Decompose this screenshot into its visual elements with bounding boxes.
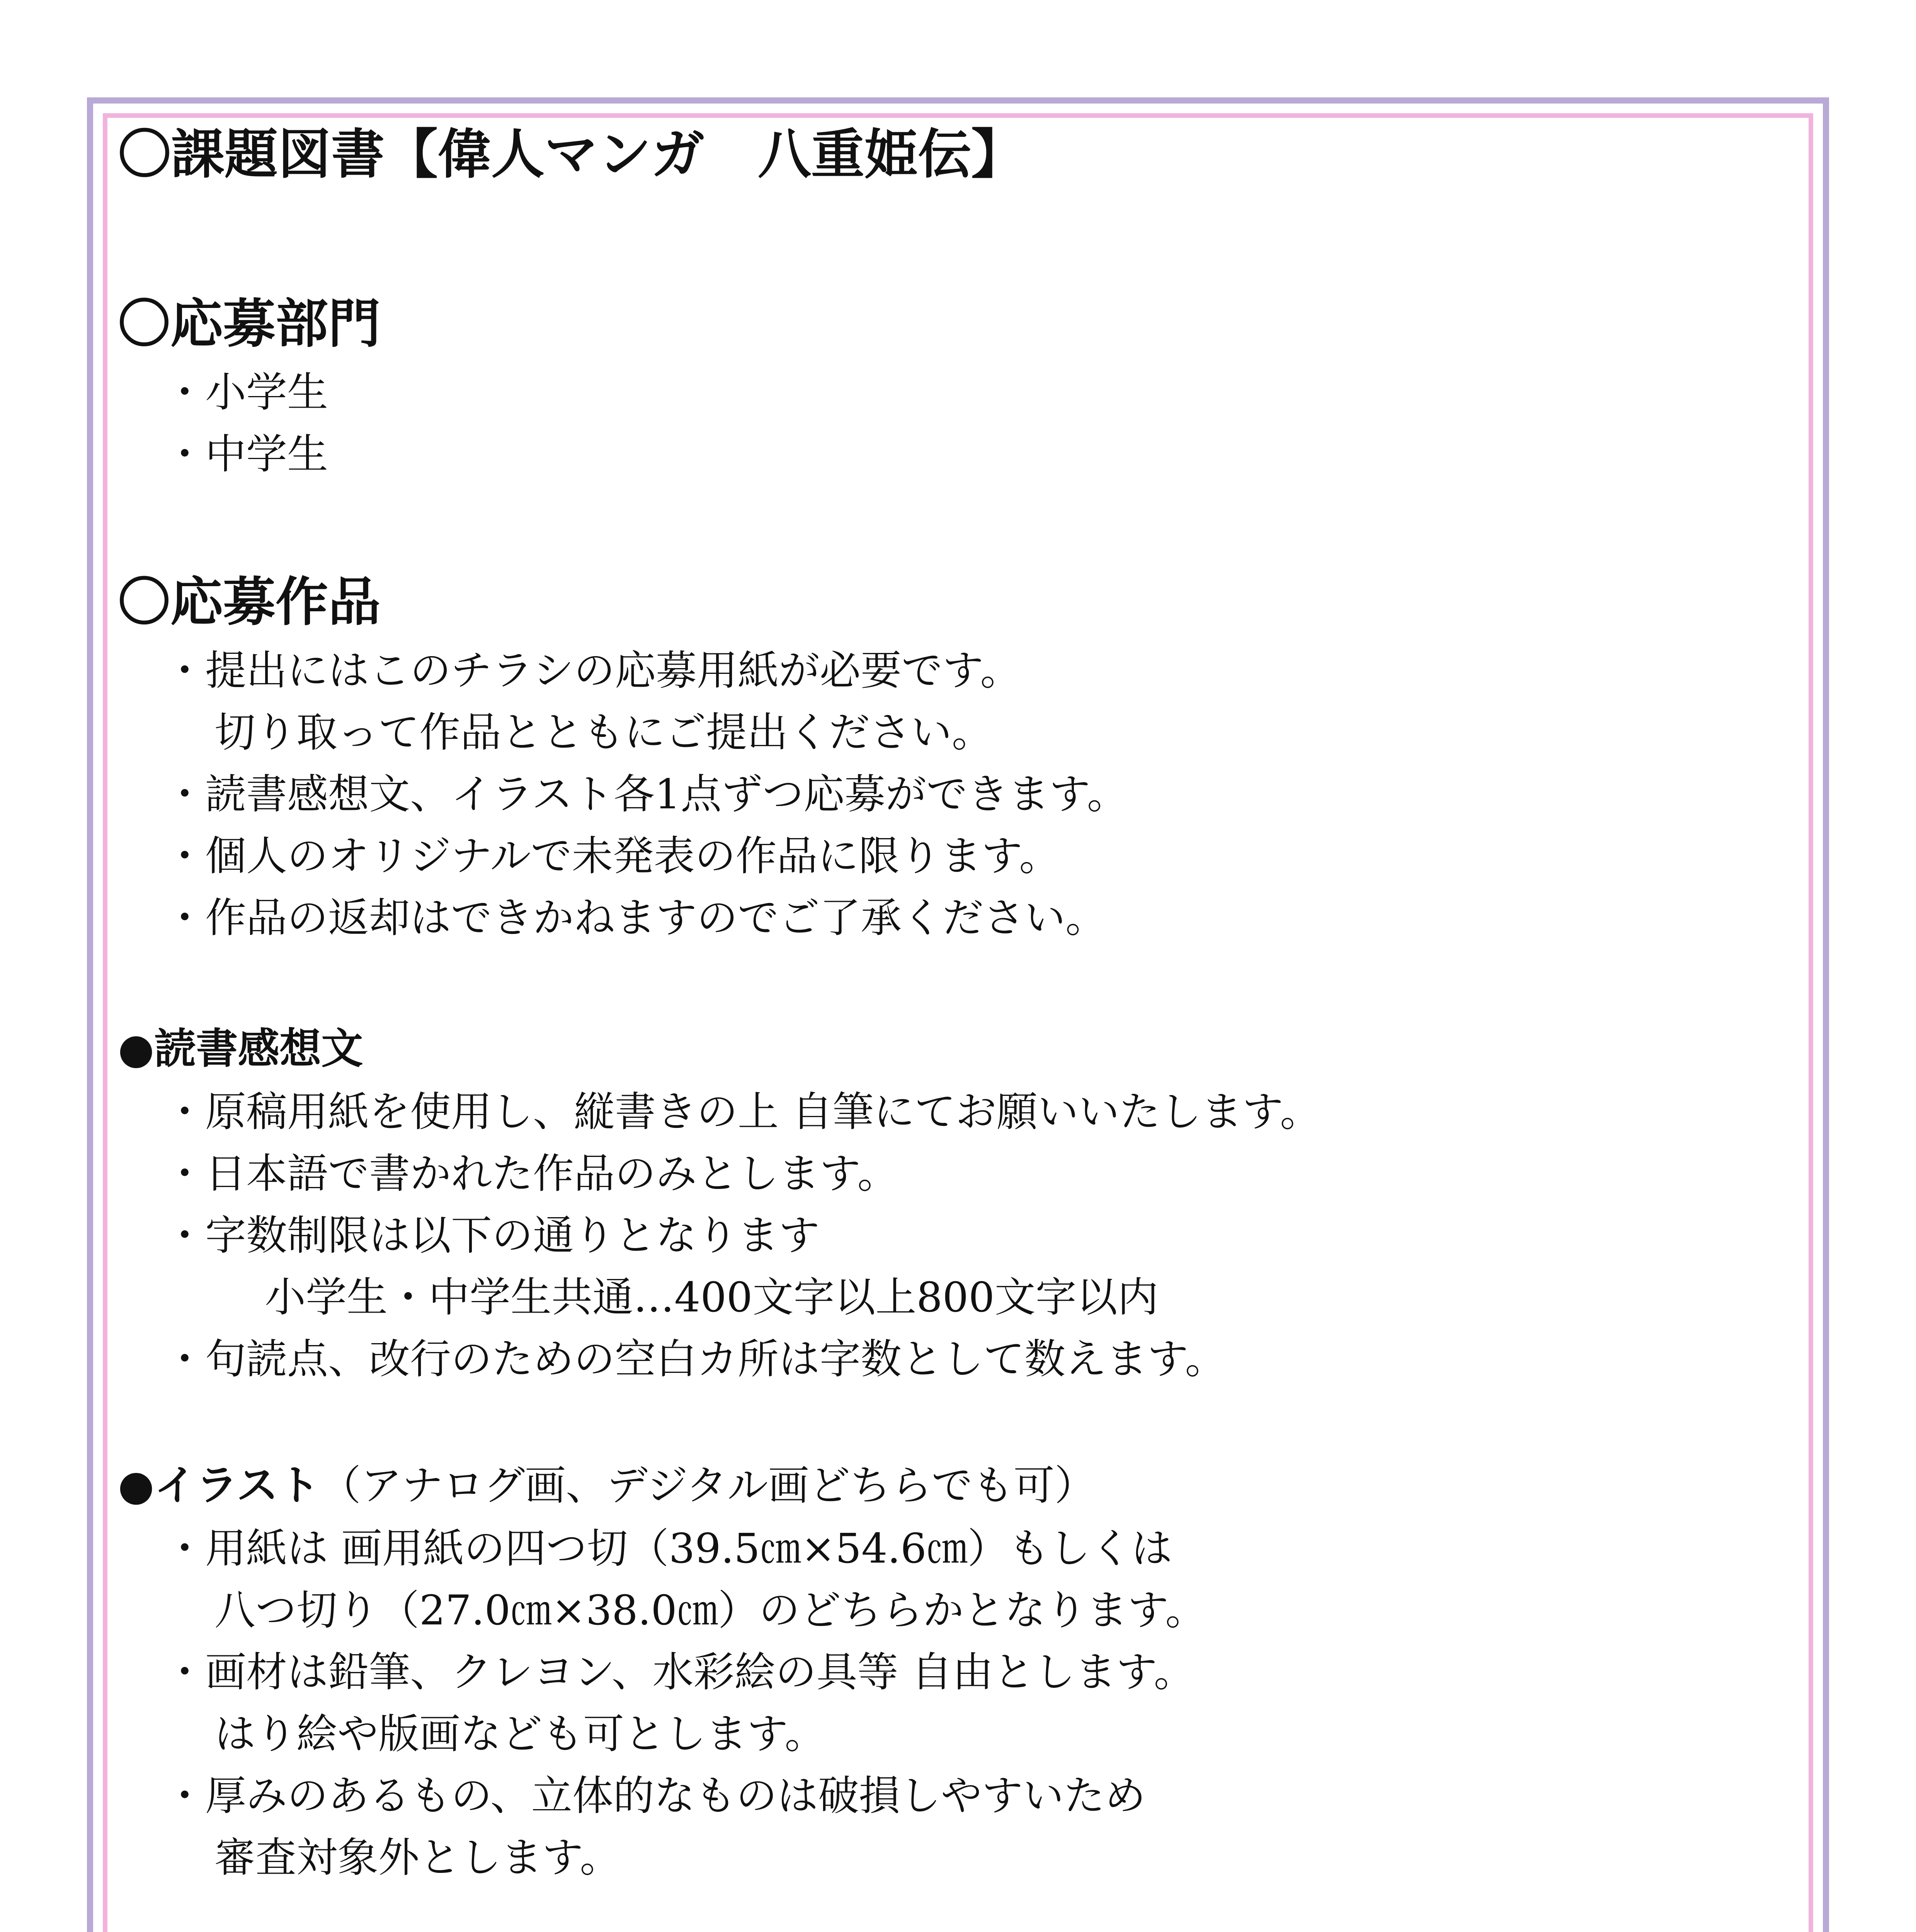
works-line: 切り取って作品とともにご提出ください。 bbox=[214, 709, 993, 756]
essay-line: 小学生・中学生共通…400文字以上800文字以内 bbox=[265, 1274, 1159, 1321]
illustration-line: ・厚みのあるもの、立体的なものは破損しやすいため bbox=[164, 1772, 1146, 1820]
illustration-heading-sub: （アナログ画、デジタル画どちらでも可） bbox=[320, 1462, 1096, 1509]
section-divisions bbox=[118, 293, 1798, 485]
essay-line: ・原稿用紙を使用し、縦書きの上 自筆にてお願いいたします。 bbox=[164, 1088, 1321, 1136]
essay-line: ・字数制限は以下の通りとなります bbox=[164, 1212, 820, 1259]
section-works bbox=[118, 571, 1798, 949]
section-illustration bbox=[118, 1461, 1798, 1889]
flyer-content bbox=[118, 122, 1798, 1932]
divisions-heading: 〇応募部門 bbox=[118, 293, 381, 355]
illustration-heading bbox=[118, 1461, 1798, 1510]
works-line: ・読書感想文、イラスト各1点ずつ応募ができます。 bbox=[164, 770, 1128, 818]
illustration-line: はり絵や版画なども可とします。 bbox=[214, 1710, 826, 1758]
illustration-line: ・用紙は 画用紙の四つ切（39.5㎝×54.6㎝）もしくは bbox=[164, 1525, 1172, 1572]
essay-line: ・日本語で書かれた作品のみとします。 bbox=[164, 1150, 898, 1197]
works-heading: 〇応募作品 bbox=[118, 571, 381, 633]
essay-heading: ●読書感想文 bbox=[118, 1024, 363, 1073]
essay-line: ・句読点、改行のための空白カ所は字数として数えます。 bbox=[164, 1335, 1226, 1383]
illustration-heading-label: ●イラスト bbox=[118, 1461, 320, 1510]
illustration-line: ・画材は鉛筆、クレヨン、水彩絵の具等 自由とします。 bbox=[164, 1648, 1195, 1696]
works-line: ・個人のオリジナルで未発表の作品に限ります。 bbox=[164, 832, 1060, 880]
works-line: ・作品の返却はできかねますのでご了承ください。 bbox=[164, 894, 1106, 942]
illustration-line: 審査対象外とします。 bbox=[214, 1834, 621, 1881]
illustration-line: 八つ切り（27.0㎝×38.0㎝）のどちらかとなります。 bbox=[214, 1587, 1206, 1634]
page-title: 〇課題図書【偉人マンガ 八重姫伝】 bbox=[118, 122, 1025, 185]
works-line: ・提出にはこのチラシの応募用紙が必要です。 bbox=[164, 647, 1021, 694]
division-item-elementary: ・小学生 bbox=[164, 369, 328, 416]
section-essay bbox=[118, 1024, 1798, 1390]
division-item-junior-high: ・中学生 bbox=[164, 430, 328, 478]
